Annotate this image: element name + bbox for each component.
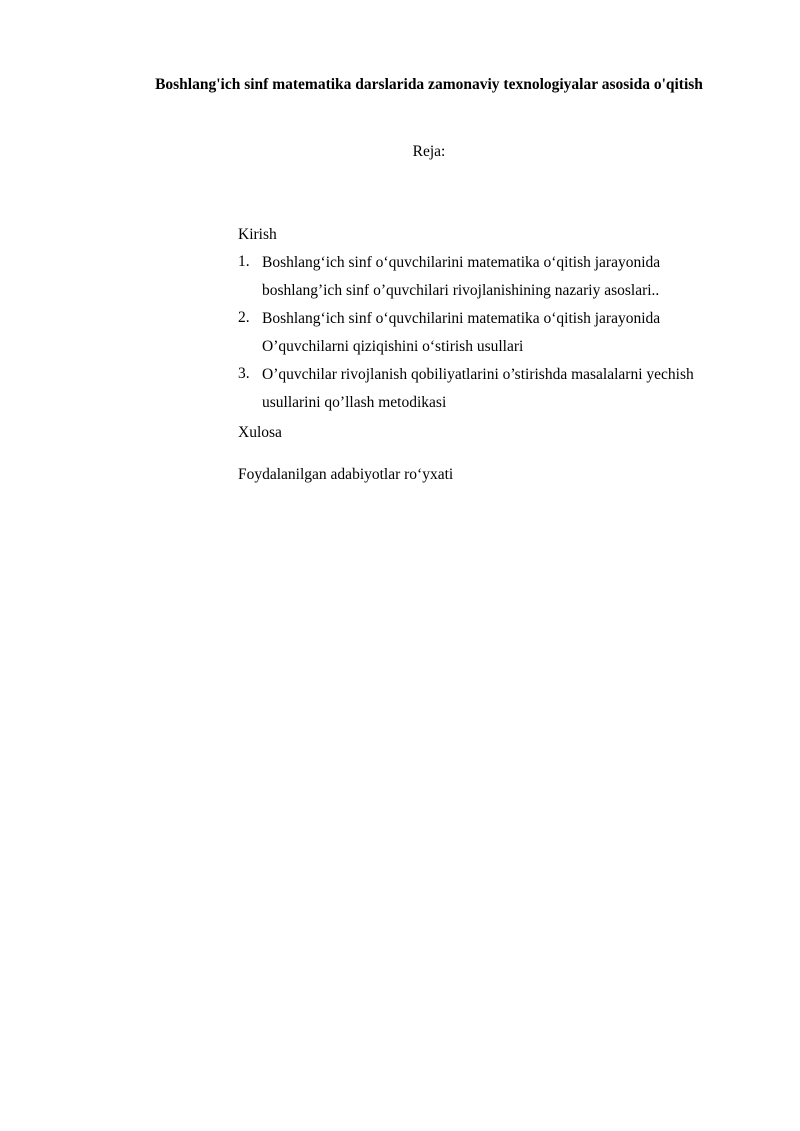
toc-item-line: O’quvchilarni qiziqishini o‘stirish usullari xyxy=(262,338,524,355)
toc-item-number: 3. xyxy=(238,365,250,382)
toc-item-3 xyxy=(238,365,778,421)
toc-item-line: Boshlang‘ich sinf o‘quvchilarini matematika o‘qitish jarayonida xyxy=(262,310,661,327)
toc-item-line: boshlang’ich sinf o’quvchilari rivojlanishining nazariy asoslari.. xyxy=(262,282,660,299)
document-title: Boshlang'ich sinf matematika darslarida zamonaviy texnologiyalar asosida o'qitish xyxy=(155,76,703,93)
toc-intro: Kirish xyxy=(238,226,277,243)
toc-item-2 xyxy=(238,309,778,365)
toc-item-number: 1. xyxy=(238,253,250,270)
toc-item-line: usullarini qo’llash metodikasi xyxy=(262,394,447,411)
toc-item-1 xyxy=(238,253,778,309)
plan-heading: Reja: xyxy=(412,143,446,160)
toc-item-number: 2. xyxy=(238,309,250,326)
toc-references: Foydalanilgan adabiyotlar ro‘yxati xyxy=(238,466,454,483)
toc-item-line: Boshlang‘ich sinf o‘quvchilarini matematika o‘qitish jarayonida xyxy=(262,254,661,271)
table-of-contents xyxy=(238,225,778,493)
toc-item-line: O’quvchilar rivojlanish qobiliyatlarini o’stirishda masalalarni yechish xyxy=(262,366,694,383)
toc-conclusion: Xulosa xyxy=(238,424,282,441)
